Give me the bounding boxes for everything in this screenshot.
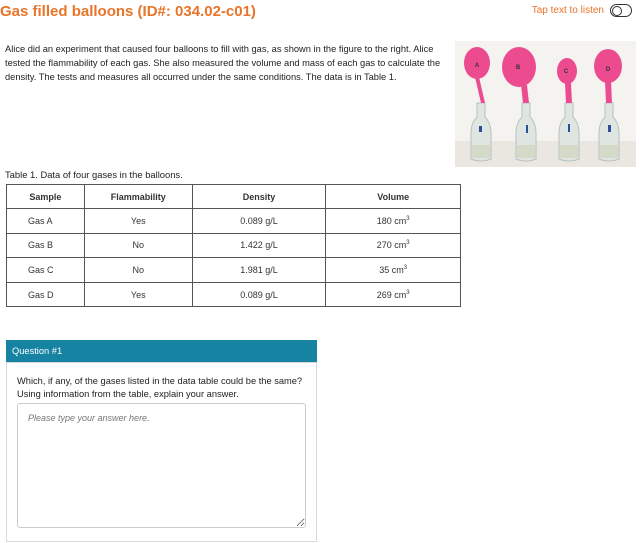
volume-exponent: 3 [406,240,410,247]
cell-density: 1.981 g/L [192,258,326,283]
table-row [7,209,461,234]
question-text: Which, if any, of the gases listed in the data table could be the same? Using information from the table, explain your answer. [17,376,303,399]
cell-sample: Gas B [7,233,85,258]
cell-volume [326,209,461,234]
volume-exponent: 3 [403,264,408,271]
balloon-label-c: C [563,69,569,75]
balloon-label-a: A [474,63,480,69]
cell-volume [326,258,461,283]
header-density: Density [192,185,326,209]
gas-data-table [6,184,461,307]
volume-value: 35 cm [379,264,404,275]
balloons-photo [455,41,636,167]
cell-density: 0.089 g/L [192,209,326,234]
balloon-label-b: B [515,65,521,71]
cell-flammability: Yes [84,282,192,307]
intro-paragraph: Alice did an experiment that caused four balloons to fill with gas, as shown in the figure to the right. Alice tested the flammability of each gas. She also measured the volume and mass of each gas to calculate the density. The tests and measures all occurred under the same conditions. The data is in Table 1. [5,44,441,83]
cell-volume [326,233,461,258]
header-sample: Sample [7,185,85,209]
cell-sample: Gas C [7,258,85,283]
listen-toggle[interactable] [610,4,632,17]
table-row [7,282,461,307]
balloon-label-d: D [605,67,611,73]
page-title: Gas filled balloons (ID#: 034.02-c01) [0,3,256,20]
cell-density: 1.422 g/L [192,233,326,258]
tap-to-listen-label[interactable]: Tap text to listen [531,5,604,16]
cell-sample: Gas D [7,282,85,307]
answer-textarea[interactable] [17,403,306,528]
volume-value: 269 cm [376,289,407,300]
volume-value: 180 cm [376,215,407,226]
toggle-knob [612,6,622,16]
volume-exponent: 3 [406,289,410,296]
cell-density: 0.089 g/L [192,282,326,307]
table-row [7,233,461,258]
tap-to-listen-control[interactable] [532,4,632,17]
cell-flammability: Yes [84,209,192,234]
question-header: Question #1 [6,340,317,362]
table-header-row [7,185,461,209]
cell-flammability: No [84,233,192,258]
cell-volume [326,282,461,307]
table-row [7,258,461,283]
table-caption: Table 1. Data of four gases in the balloons. [5,169,183,180]
volume-value: 270 cm [376,240,407,251]
header-flammability: Flammability [84,185,192,209]
header-volume: Volume [326,185,461,209]
cell-flammability: No [84,258,192,283]
volume-exponent: 3 [406,215,410,222]
cell-sample: Gas A [7,209,85,234]
balloons-illustration [455,41,636,167]
